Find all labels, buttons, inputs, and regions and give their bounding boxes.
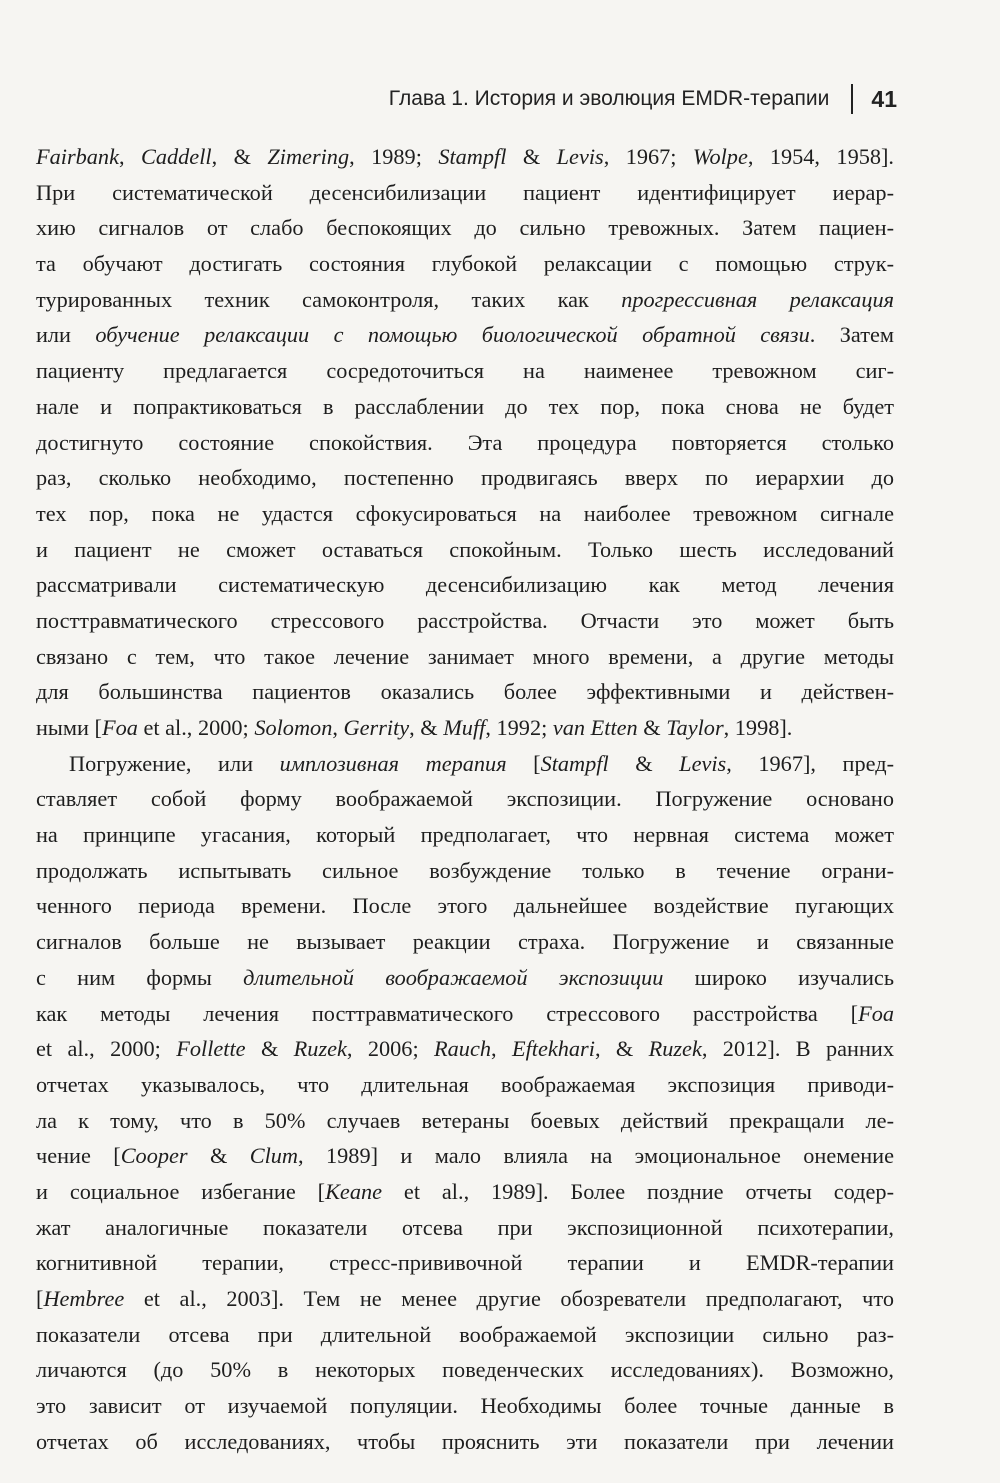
italic-segment: Stampfl [438,144,507,169]
text-segment: , & [409,715,444,740]
text-segment: . Затем [809,322,894,348]
italic-segment: Clum [249,1143,299,1169]
italic-segment: Follette [176,1036,246,1062]
text-segment: раз, сколько необходимо, постепенно продвигаясь вверх по иерархии до [36,465,894,491]
italic-segment: обучение релаксации с помощью биологической обратной связи [95,322,810,348]
italic-segment: Gerrity [343,715,410,740]
text-line [36,1174,894,1210]
italic-segment: Zimering [267,144,350,169]
text-segment: Погружение, или [69,750,280,776]
text-segment: , 1967], пред- [726,750,894,776]
italic-segment: Muff [443,715,486,740]
page-number: 41 [871,85,897,112]
text-segment: , 1989] и мало влияла на эмоциональное онемение [298,1143,894,1169]
text-line [36,781,894,817]
text-segment: ставляет собой форму воображаемой экспозиции. Погружение основано [36,786,894,812]
italic-segment: Fairbank [36,144,119,169]
italic-segment: Taylor [666,715,724,740]
text-segment: когнитивной терапии, стресс-прививочной терапии и EMDR-терапии [36,1250,894,1276]
text-line [36,1424,894,1460]
text-line [36,246,894,282]
text-line [36,853,894,889]
text-segment: ла к тому, что в 50% случаев ветераны боевых действий прекращали ле- [36,1107,894,1133]
text-line [36,888,894,924]
text-segment: и социальное избегание [ [36,1178,326,1204]
text-segment: тех пор, пока не удастся сфокусироваться на наиболее тревожном сигнале [36,500,894,526]
text-line [36,425,894,461]
italic-segment: длительной воображаемой экспозиции [243,964,664,990]
text-segment: , 1989; [349,144,439,169]
text-segment: et al., 1989]. Более поздние отчеты содер- [382,1178,894,1204]
italic-segment: Ruzek [293,1036,347,1062]
italic-segment: Foa [101,715,138,740]
italic-segment: Hembree [43,1286,125,1311]
text-segment: & [637,715,667,740]
text-segment: или [36,322,96,348]
text-segment: связано с тем, что такое лечение занимает много времени, а другие методы [36,643,894,669]
text-line [36,1281,894,1317]
italic-segment: имплозивная терапия [279,750,507,776]
italic-segment: van Etten [552,715,638,740]
text-line [36,389,894,425]
text-segment: и пациент не сможет оставаться спокойным. Только шесть исследований [36,536,894,562]
text-segment: & [506,144,557,169]
text-line [36,1210,894,1246]
text-segment: жат аналогичные показатели отсева при экспозиционной психотерапии, [36,1214,894,1240]
text-segment: , & [211,144,268,169]
text-segment: , [332,715,344,740]
text-segment: чение [ [36,1143,121,1169]
text-segment: отчетах указывалось, что длительная воображаемая экспозиция приводи- [36,1071,894,1097]
italic-segment: Levis [556,144,604,169]
text-line [36,496,894,532]
running-title: Глава 1. История и эволюция EMDR-терапии [388,87,830,110]
text-line [36,674,894,710]
text-segment: как методы лечения посттравматического стрессового расстройства [ [36,1000,859,1026]
text-segment: et al., 2000; [137,715,255,740]
text-segment: для большинства пациентов оказались более эффективными и действен- [36,679,894,705]
text-segment: , 2012]. В ранних [701,1036,894,1062]
text-segment: , 1998]. [723,715,793,740]
text-segment: & [187,1143,250,1169]
text-line [36,175,894,211]
text-line [36,1352,894,1388]
text-segment: отчетах об исследованиях, чтобы прояснить эти показатели при лечении [36,1428,894,1454]
italic-segment: Caddell [140,144,212,169]
body-text [36,139,894,1459]
text-segment: [ [506,750,541,776]
italic-segment: Rauch [434,1036,491,1062]
text-line [36,1103,894,1139]
text-segment: , 1992; [485,715,553,740]
italic-segment: Levis [679,750,727,776]
text-segment: турированных техник самоконтроля, таких как [36,286,622,312]
italic-segment: Solomon [254,715,333,740]
text-segment: & [608,750,680,776]
text-line [36,817,894,853]
text-line [36,1031,894,1067]
text-line [36,317,894,353]
text-segment: et al., 2000; [36,1036,177,1062]
text-line [36,567,894,603]
text-segment: нале и попрактиковаться в расслаблении до тех пор, пока снова не будет [36,393,894,419]
text-segment: продолжать испытывать сильное возбуждение только в течение ограни- [36,857,894,883]
text-segment: с ним формы [36,964,244,990]
text-line [36,532,894,568]
text-line [36,282,894,318]
text-segment: на принципе угасания, который предполагает, что нервная система может [36,822,894,848]
italic-segment: Stampfl [540,750,609,776]
text-line [36,710,894,746]
text-segment: При систематической десенсибилизации пациент идентифицирует иерар- [36,179,894,205]
text-line [36,1067,894,1103]
text-line [36,996,894,1032]
text-line [36,210,894,246]
text-segment: та обучают достигать состояния глубокой релаксации с помощью струк- [36,251,894,277]
text-segment: достигнуто состояние спокойствия. Эта процедура повторяется столько [36,429,894,455]
text-segment: , 2006; [346,1036,435,1062]
text-segment: [ [36,1286,44,1311]
italic-segment: Cooper [120,1143,188,1169]
text-segment: показатели отсева при длительной воображаемой экспозиции сильно раз- [36,1321,894,1347]
text-line [36,1388,894,1424]
text-line [36,1245,894,1281]
text-line [36,1138,894,1174]
running-header [389,84,897,114]
text-segment: это зависит от изучаемой популяции. Необходимы более точные данные в [36,1393,894,1419]
text-segment: хию сигналов от слабо беспокоящих до сильно тревожных. Затем пациен- [36,215,894,241]
text-segment: личаются (до 50% в некоторых поведенческих исследованиях). Возможно, [36,1357,894,1383]
text-segment: , 1954, 1958]. [747,144,895,169]
header-divider [851,84,853,114]
text-line [36,924,894,960]
text-segment: сигналов больше не вызывает реакции страха. Погружение и связанные [36,929,894,955]
text-segment: широко изучались [663,964,895,990]
italic-segment: прогрессивная релаксация [621,286,894,312]
text-line [36,139,894,175]
text-line [36,1317,894,1353]
text-segment: посттравматического стрессового расстройства. Отчасти это может быть [36,607,894,633]
italic-segment: Eftekhari [511,1036,595,1062]
text-line [36,960,894,996]
text-line [36,353,894,389]
text-line [36,746,894,782]
text-segment: рассматривали систематическую десенсибилизацию как метод лечения [36,572,894,598]
italic-segment: Ruzek [648,1036,702,1062]
text-segment: et al., 2003]. Тем не менее другие обозреватели предполагают, что [124,1286,894,1311]
italic-segment: Keane [325,1178,383,1204]
text-segment: & [245,1036,294,1062]
text-segment: , [491,1036,512,1062]
text-segment: , [118,144,141,169]
text-segment: пациенту предлагается сосредоточиться на наименее тревожном сиг- [36,358,894,384]
italic-segment: Wolpe [692,144,748,169]
text-line [36,460,894,496]
text-segment: , 1967; [603,144,693,169]
text-segment: , & [594,1036,649,1062]
text-segment: ченного периода времени. После этого дальнейшее воздействие пугающих [36,893,894,919]
text-line [36,639,894,675]
text-line [36,603,894,639]
italic-segment: Foa [858,1000,894,1026]
text-segment: ными [ [36,715,102,740]
